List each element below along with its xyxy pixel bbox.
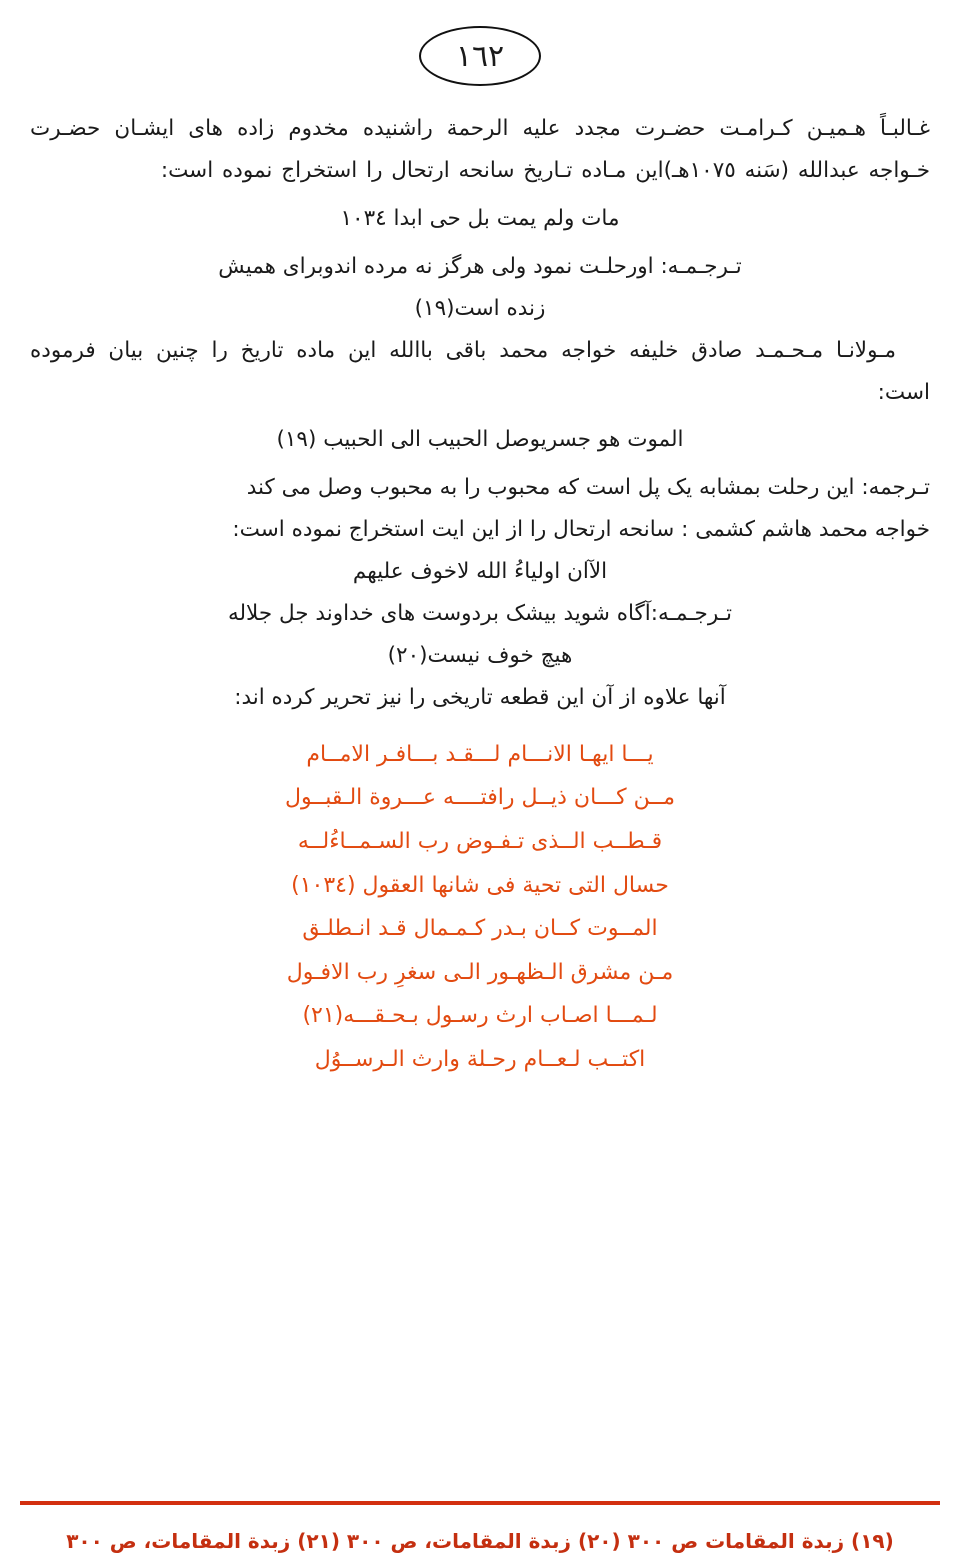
poem-line: مـن مشرق الـظهـور الـی سغرِ رب الافـول <box>286 959 674 985</box>
arabic-poem <box>30 733 930 1081</box>
verse-3: الآان اولیاءُ الله لاخوف علیهم <box>352 559 608 585</box>
paragraph-1: غـالبـاً هـمیـن کـرامـت حضـرت مجدد علیه الرحمة راشنیده مخدوم زاده های ایشـان حضـرت خـواجه عبدالله (سَنه ١٠٧٥هـ)این مـاده تـاریخ سانحه ارتحال را استخراج نموده است: <box>30 116 930 183</box>
poem-line: حسال التی تحیة فی شانها العقول (١٠٣٤) <box>291 872 669 898</box>
translation-1-line-2: زنده است(١٩) <box>414 295 546 321</box>
poem-line: اکتــب لـعــام رحـلة وارث الـرســوُل <box>314 1046 646 1072</box>
page-number: ١٦٢ <box>419 26 541 86</box>
poem-line: المــوت کــان بـدر کـمـمال قـد انـطلـق <box>302 916 658 942</box>
poem-line: مــن کـــان ذیــل رافتــــه عـــروة الـقبــول <box>284 785 676 811</box>
verse-1: مات ولم یمت بل حی ابدا ١٠٣٤ <box>340 205 620 231</box>
translation-3-line-1: تـرجـمـه:آگاه شوید بیشک بردوست های خداوند جل جلاله <box>227 601 732 627</box>
translation-2: تـرجمه: این رحلت بمشابه یک پل است که محبوب را به محبوب وصل می کند <box>246 475 930 501</box>
translation-1-line-1: تـرجـمـه: اورحلـت نمود ولی هرگز نه مرده اندوبرای همیش <box>218 253 742 279</box>
translation-3-line-2: هیچ خوف نیست(٢٠) <box>387 643 573 669</box>
footnote-text: (١٩) زبدة المقامات ص ٣٠٠ (٢٠) زبدة المقامات، ص ٣٠٠ (٢١) زبدة المقامات، ص ٣٠٠ <box>66 1529 894 1553</box>
poem-line: قـطــب الــذی تـفـوض رب السـمــاءُلــه <box>297 829 663 854</box>
poem-line: یـــا ایهـا الانـــام لـــقـد بـــافـر الامــام <box>306 741 654 767</box>
poem-line: لـمـــا اصـاب ارث رسـول بـحـقـــه(٢١) <box>302 1003 658 1029</box>
paragraph-4: آنها علاوه از آن این قطعه تاریخی را نیز تحریر کرده اند: <box>234 684 726 710</box>
footnote-divider <box>20 1501 940 1505</box>
paragraph-2: مـولانـا مـحـمـد صادق خلیفه خواجه محمد باقی باالله این ماده تاریخ را چنین بیان فرموده است: <box>30 337 930 405</box>
page-number-container <box>30 26 930 86</box>
paragraph-3: خواجه محمد هاشم کشمی : سانحه ارتحال را از این ایت استخراج نموده است: <box>232 517 930 543</box>
verse-2: الموت هو جسریوصل الحبیب الی الحبیب (١٩) <box>276 427 684 453</box>
